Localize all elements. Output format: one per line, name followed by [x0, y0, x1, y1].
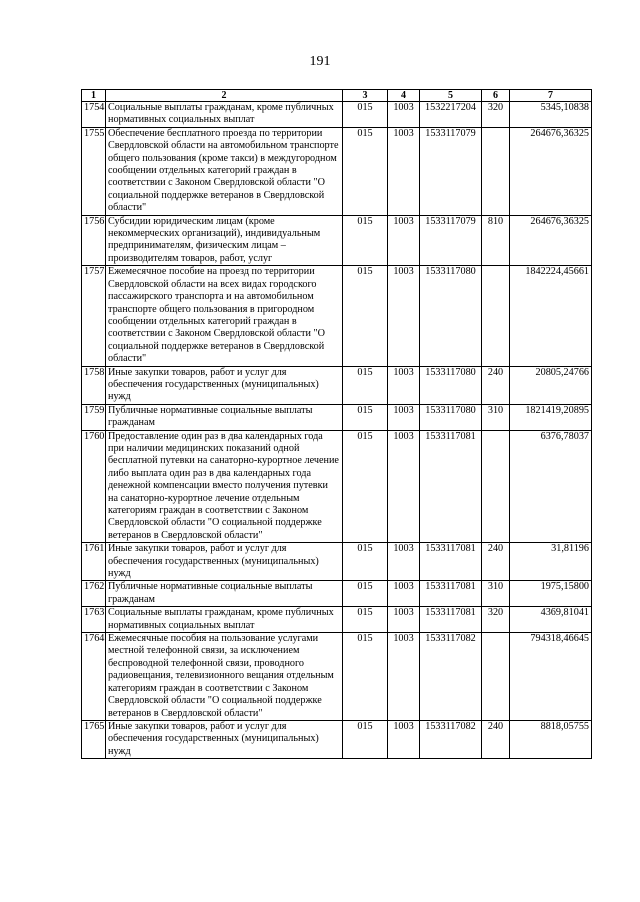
- row-section-cell: 1003: [388, 720, 420, 758]
- row-section-cell: 1003: [388, 543, 420, 581]
- row-target-article-cell: 1533117081: [420, 607, 482, 633]
- table-row: [82, 366, 592, 404]
- row-amount-cell: 5345,10838: [510, 102, 592, 128]
- row-number-cell: 1759: [82, 404, 106, 430]
- row-section-cell: 1003: [388, 430, 420, 543]
- table-row: [82, 581, 592, 607]
- row-amount-cell: 20805,24766: [510, 366, 592, 404]
- row-section-cell: 1003: [388, 581, 420, 607]
- row-department-cell: 015: [343, 266, 388, 366]
- row-department-cell: 015: [343, 430, 388, 543]
- row-expense-type-cell: 310: [482, 404, 510, 430]
- row-department-cell: 015: [343, 102, 388, 128]
- row-target-article-cell: 1533117080: [420, 366, 482, 404]
- row-department-cell: 015: [343, 720, 388, 758]
- row-target-article-cell: 1533117082: [420, 720, 482, 758]
- row-department-cell: 015: [343, 543, 388, 581]
- page-number: 191: [309, 54, 331, 69]
- row-section-cell: 1003: [388, 102, 420, 128]
- budget-table: [81, 89, 592, 759]
- row-expense-type-cell: [482, 127, 510, 215]
- row-expense-type-cell: [482, 633, 510, 721]
- row-name-cell: Публичные нормативные социальные выплаты гражданам: [106, 404, 343, 430]
- row-target-article-cell: 1533117079: [420, 127, 482, 215]
- row-expense-type-cell: [482, 266, 510, 366]
- header-cell-name: 2: [106, 90, 343, 102]
- row-amount-cell: 1842224,45661: [510, 266, 592, 366]
- row-department-cell: 015: [343, 581, 388, 607]
- row-expense-type-cell: 240: [482, 366, 510, 404]
- table-header-row: [82, 90, 592, 102]
- row-target-article-cell: 1532217204: [420, 102, 482, 128]
- row-name-cell: Социальные выплаты гражданам, кроме публичных нормативных социальных выплат: [106, 607, 343, 633]
- row-number-cell: 1763: [82, 607, 106, 633]
- table-row: [82, 127, 592, 215]
- row-amount-cell: 264676,36325: [510, 215, 592, 266]
- row-section-cell: 1003: [388, 266, 420, 366]
- row-expense-type-cell: 310: [482, 581, 510, 607]
- header-cell-department: 3: [343, 90, 388, 102]
- row-department-cell: 015: [343, 127, 388, 215]
- row-number-cell: 1760: [82, 430, 106, 543]
- row-department-cell: 015: [343, 633, 388, 721]
- row-target-article-cell: 1533117080: [420, 266, 482, 366]
- row-department-cell: 015: [343, 404, 388, 430]
- row-expense-type-cell: 320: [482, 102, 510, 128]
- header-cell-target-article: 5: [420, 90, 482, 102]
- row-number-cell: 1757: [82, 266, 106, 366]
- row-department-cell: 015: [343, 215, 388, 266]
- row-amount-cell: 1975,15800: [510, 581, 592, 607]
- row-amount-cell: 264676,36325: [510, 127, 592, 215]
- row-target-article-cell: 1533117081: [420, 581, 482, 607]
- row-name-cell: Иные закупки товаров, работ и услуг для обеспечения государственных (муниципальных) нужд: [106, 543, 343, 581]
- row-expense-type-cell: 240: [482, 720, 510, 758]
- row-number-cell: 1756: [82, 215, 106, 266]
- row-name-cell: Обеспечение бесплатного проезда по территории Свердловской области на автомобильном транспорте общего пользования (кроме такси) в междугородном сообщении отдельных категорий граждан в соответствии с Законом Свердловской области "О социальной поддержке ветеранов в Свердловской области": [106, 127, 343, 215]
- row-target-article-cell: 1533117080: [420, 404, 482, 430]
- row-amount-cell: 31,81196: [510, 543, 592, 581]
- row-name-cell: Публичные нормативные социальные выплаты гражданам: [106, 581, 343, 607]
- row-amount-cell: 1821419,20895: [510, 404, 592, 430]
- row-section-cell: 1003: [388, 215, 420, 266]
- row-target-article-cell: 1533117082: [420, 633, 482, 721]
- table-row: [82, 266, 592, 366]
- row-section-cell: 1003: [388, 127, 420, 215]
- row-number-cell: 1761: [82, 543, 106, 581]
- table-row: [82, 633, 592, 721]
- row-name-cell: Иные закупки товаров, работ и услуг для обеспечения государственных (муниципальных) нужд: [106, 720, 343, 758]
- row-section-cell: 1003: [388, 633, 420, 721]
- row-name-cell: Предоставление один раз в два календарных года при наличии медицинских показаний одной бесплатной путевки на санаторно-курортное лечение либо выплата один раз в два календарных года денежной компенсации вместо получения путевки на санаторно-курортное лечение отдельным категориям граждан в соответствии с Законом Свердловской области "О социальной поддержке ветеранов в Свердловской области": [106, 430, 343, 543]
- row-amount-cell: 794318,46645: [510, 633, 592, 721]
- row-target-article-cell: 1533117079: [420, 215, 482, 266]
- row-expense-type-cell: 240: [482, 543, 510, 581]
- row-name-cell: Иные закупки товаров, работ и услуг для обеспечения государственных (муниципальных) нужд: [106, 366, 343, 404]
- row-number-cell: 1755: [82, 127, 106, 215]
- header-cell-expense-type: 6: [482, 90, 510, 102]
- row-number-cell: 1762: [82, 581, 106, 607]
- row-expense-type-cell: 810: [482, 215, 510, 266]
- table-row: [82, 215, 592, 266]
- row-amount-cell: 8818,05755: [510, 720, 592, 758]
- row-section-cell: 1003: [388, 607, 420, 633]
- row-amount-cell: 6376,78037: [510, 430, 592, 543]
- header-cell-amount: 7: [510, 90, 592, 102]
- table-row: [82, 720, 592, 758]
- row-number-cell: 1764: [82, 633, 106, 721]
- row-number-cell: 1758: [82, 366, 106, 404]
- row-expense-type-cell: 320: [482, 607, 510, 633]
- row-department-cell: 015: [343, 366, 388, 404]
- row-name-cell: Ежемесячные пособия на пользование услугами местной телефонной связи, за исключением беспроводной телефонной связи, проводного радиовещания, телевизионного вещания отдельным категориям граждан в соответствии с Законом Свердловской области "О социальной поддержке ветеранов в Свердловской области": [106, 633, 343, 721]
- table-row: [82, 607, 592, 633]
- table-body: [82, 102, 592, 759]
- table-row: [82, 430, 592, 543]
- row-department-cell: 015: [343, 607, 388, 633]
- table-row: [82, 404, 592, 430]
- header-cell-section: 4: [388, 90, 420, 102]
- row-section-cell: 1003: [388, 404, 420, 430]
- table-row: [82, 543, 592, 581]
- header-cell-row-number: 1: [82, 90, 106, 102]
- row-number-cell: 1754: [82, 102, 106, 128]
- table-row: [82, 102, 592, 128]
- row-amount-cell: 4369,81041: [510, 607, 592, 633]
- row-name-cell: Ежемесячное пособие на проезд по территории Свердловской области на всех видах городского пассажирского транспорта и на автомобильном транспорте общего пользования в пригородном сообщении отдельных категорий граждан в соответствии с Законом Свердловской области "О социальной поддержке ветеранов в Свердловской области": [106, 266, 343, 366]
- row-target-article-cell: 1533117081: [420, 430, 482, 543]
- row-name-cell: Социальные выплаты гражданам, кроме публичных нормативных социальных выплат: [106, 102, 343, 128]
- row-target-article-cell: 1533117081: [420, 543, 482, 581]
- row-expense-type-cell: [482, 430, 510, 543]
- row-name-cell: Субсидии юридическим лицам (кроме некоммерческих организаций), индивидуальным предпринимателям, физическим лицам – производителям товаров, работ, услуг: [106, 215, 343, 266]
- row-section-cell: 1003: [388, 366, 420, 404]
- row-number-cell: 1765: [82, 720, 106, 758]
